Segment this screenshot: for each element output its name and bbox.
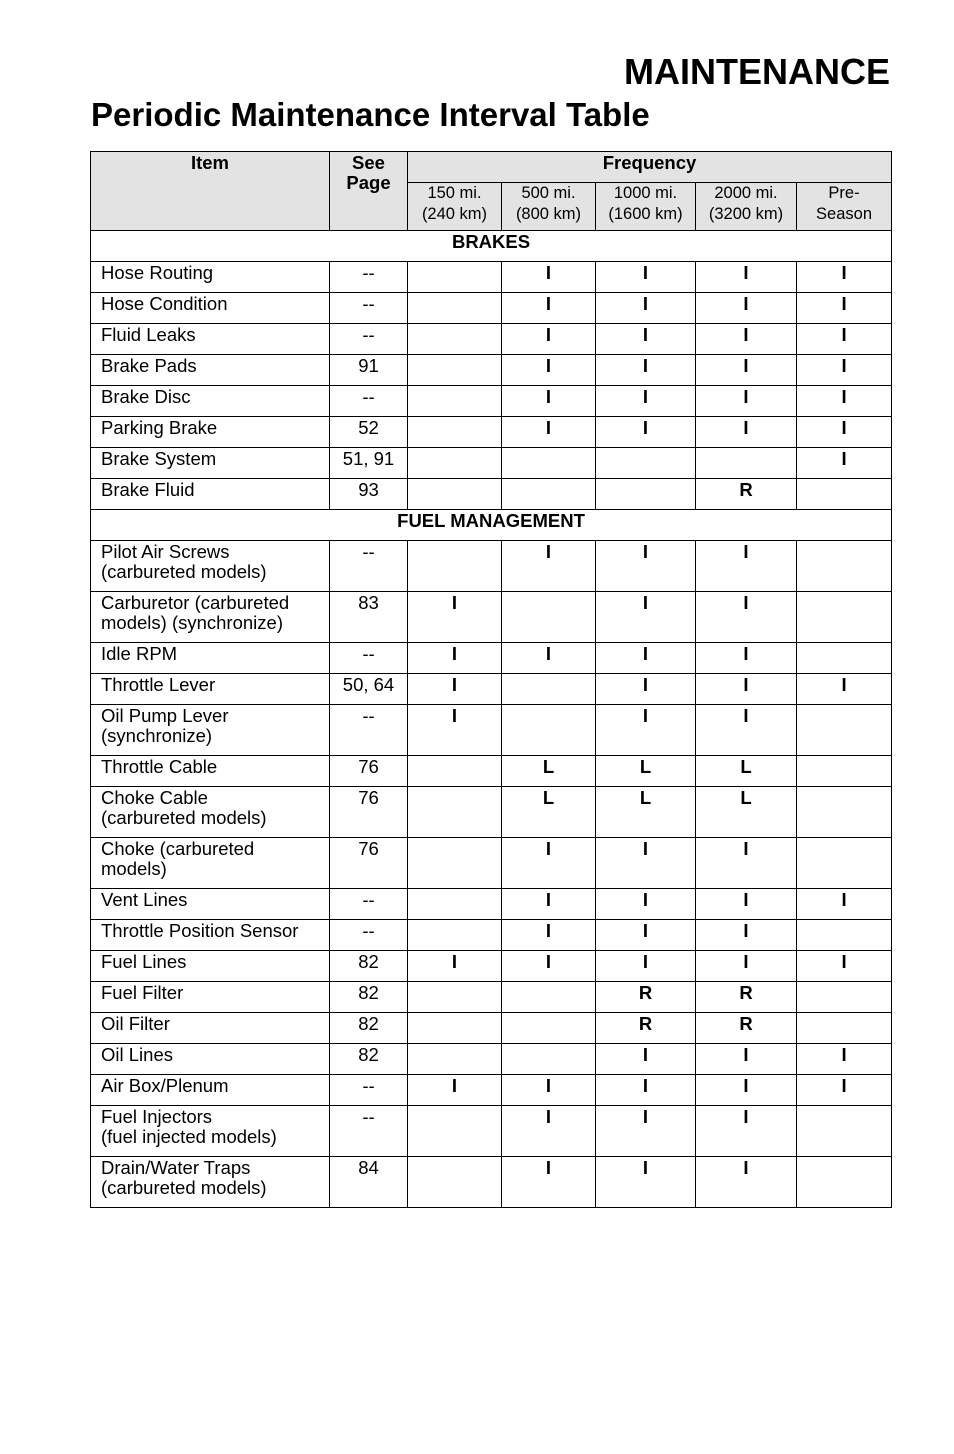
chapter-heading: MAINTENANCE — [624, 51, 890, 92]
interval-mark-cell: I — [596, 1157, 696, 1208]
interval-mark-cell: L — [502, 787, 596, 838]
interval-mark-cell — [408, 386, 502, 417]
page-cell: -- — [330, 1075, 408, 1106]
interval-mark-cell: I — [696, 1157, 797, 1208]
interval-mark-cell: I — [502, 293, 596, 324]
interval-header: 150 mi. (240 km) — [408, 183, 502, 231]
page-cell: 50, 64 — [330, 674, 408, 705]
item-cell: Oil Filter — [91, 1013, 330, 1044]
table-row — [91, 705, 892, 756]
interval-mark-cell: I — [797, 951, 892, 982]
interval-mark-cell: I — [596, 592, 696, 643]
interval-mark-cell — [502, 1013, 596, 1044]
page-cell: 83 — [330, 592, 408, 643]
interval-mark-cell — [797, 838, 892, 889]
page-cell: -- — [330, 1106, 408, 1157]
interval-mark-cell: R — [696, 982, 797, 1013]
interval-mark-cell: I — [408, 1075, 502, 1106]
table-row — [91, 592, 892, 643]
interval-mark-cell — [502, 479, 596, 510]
table-row — [91, 541, 892, 592]
interval-mark-cell: I — [502, 417, 596, 448]
table-body — [91, 231, 892, 1208]
interval-mark-cell — [408, 1157, 502, 1208]
interval-mark-cell: I — [408, 705, 502, 756]
interval-mark-cell: I — [596, 1044, 696, 1075]
interval-mark-cell — [502, 1044, 596, 1075]
interval-mark-cell — [408, 479, 502, 510]
table-row — [91, 643, 892, 674]
interval-mark-cell: I — [797, 1044, 892, 1075]
interval-mark-cell — [408, 262, 502, 293]
table-row — [91, 479, 892, 510]
item-cell: Fluid Leaks — [91, 324, 330, 355]
interval-mark-cell: I — [502, 1157, 596, 1208]
interval-mark-cell: I — [696, 1075, 797, 1106]
interval-mark-cell: I — [696, 262, 797, 293]
interval-mark-cell: L — [696, 787, 797, 838]
item-cell: Vent Lines — [91, 889, 330, 920]
table-row — [91, 951, 892, 982]
page-cell: 82 — [330, 982, 408, 1013]
interval-mark-cell — [408, 1106, 502, 1157]
interval-mark-cell — [408, 889, 502, 920]
item-cell: Hose Condition — [91, 293, 330, 324]
interval-mark-cell: I — [696, 293, 797, 324]
interval-mark-cell — [797, 756, 892, 787]
item-cell: Throttle Position Sensor — [91, 920, 330, 951]
interval-mark-cell: I — [797, 324, 892, 355]
table-row — [91, 889, 892, 920]
interval-mark-cell: I — [696, 1106, 797, 1157]
interval-mark-cell: I — [696, 920, 797, 951]
page-cell: -- — [330, 262, 408, 293]
interval-mark-cell — [408, 838, 502, 889]
interval-mark-cell — [596, 448, 696, 479]
table-row — [91, 1075, 892, 1106]
page-cell: 82 — [330, 1013, 408, 1044]
interval-mark-cell: I — [408, 951, 502, 982]
interval-mark-cell: I — [596, 324, 696, 355]
item-cell: Brake Pads — [91, 355, 330, 386]
interval-mark-cell — [408, 417, 502, 448]
interval-mark-cell — [408, 448, 502, 479]
table-row — [91, 293, 892, 324]
interval-mark-cell: I — [596, 262, 696, 293]
page-cell: -- — [330, 293, 408, 324]
interval-mark-cell: I — [596, 541, 696, 592]
table-row — [91, 417, 892, 448]
item-cell: Brake Fluid — [91, 479, 330, 510]
interval-mark-cell: I — [596, 417, 696, 448]
item-cell: Fuel Lines — [91, 951, 330, 982]
interval-mark-cell: I — [502, 1106, 596, 1157]
interval-mark-cell: I — [797, 889, 892, 920]
interval-mark-cell: I — [596, 838, 696, 889]
interval-header: 500 mi. (800 km) — [502, 183, 596, 231]
page-cell: -- — [330, 889, 408, 920]
interval-mark-cell: I — [696, 889, 797, 920]
item-cell: Throttle Lever — [91, 674, 330, 705]
table-row — [91, 1013, 892, 1044]
interval-mark-cell: I — [696, 1044, 797, 1075]
interval-mark-cell — [502, 982, 596, 1013]
interval-mark-cell: L — [696, 756, 797, 787]
interval-mark-cell: I — [797, 355, 892, 386]
interval-mark-cell: I — [696, 705, 797, 756]
interval-mark-cell — [408, 1013, 502, 1044]
interval-mark-cell: I — [696, 417, 797, 448]
interval-mark-cell: I — [408, 674, 502, 705]
table-row — [91, 1044, 892, 1075]
interval-mark-cell: R — [596, 1013, 696, 1044]
interval-mark-cell: I — [502, 541, 596, 592]
page-cell: 76 — [330, 838, 408, 889]
interval-mark-cell — [797, 479, 892, 510]
item-column-header: Item — [91, 152, 330, 231]
interval-mark-cell — [797, 982, 892, 1013]
page-cell: 84 — [330, 1157, 408, 1208]
item-cell: Carburetor (carbureted models) (synchronize) — [91, 592, 330, 643]
interval-mark-cell: I — [797, 674, 892, 705]
interval-mark-cell — [408, 1044, 502, 1075]
page-cell: 91 — [330, 355, 408, 386]
interval-mark-cell: I — [696, 674, 797, 705]
interval-mark-cell: I — [696, 386, 797, 417]
page-title: Periodic Maintenance Interval Table — [91, 96, 650, 133]
interval-mark-cell: I — [502, 889, 596, 920]
section-heading: FUEL MANAGEMENT — [91, 510, 892, 541]
item-cell: Choke (carbureted models) — [91, 838, 330, 889]
section-row — [91, 510, 892, 541]
interval-mark-cell — [797, 541, 892, 592]
table-row — [91, 386, 892, 417]
interval-mark-cell — [696, 448, 797, 479]
interval-mark-cell: I — [596, 386, 696, 417]
item-cell: Throttle Cable — [91, 756, 330, 787]
maintenance-interval-table — [90, 151, 892, 1208]
interval-mark-cell — [408, 293, 502, 324]
page-cell: 82 — [330, 951, 408, 982]
table-row — [91, 787, 892, 838]
page-cell: -- — [330, 705, 408, 756]
interval-mark-cell: I — [596, 1075, 696, 1106]
interval-mark-cell — [408, 787, 502, 838]
page-cell: -- — [330, 541, 408, 592]
item-cell: Fuel Injectors (fuel injected models) — [91, 1106, 330, 1157]
item-cell: Parking Brake — [91, 417, 330, 448]
interval-header: 2000 mi. (3200 km) — [696, 183, 797, 231]
interval-mark-cell: I — [696, 838, 797, 889]
interval-mark-cell: I — [696, 643, 797, 674]
interval-mark-cell: I — [502, 1075, 596, 1106]
item-cell: Pilot Air Screws (carbureted models) — [91, 541, 330, 592]
interval-mark-cell — [502, 674, 596, 705]
item-cell: Oil Pump Lever (synchronize) — [91, 705, 330, 756]
interval-mark-cell — [797, 592, 892, 643]
interval-mark-cell: I — [502, 262, 596, 293]
interval-mark-cell — [797, 1013, 892, 1044]
interval-mark-cell — [502, 705, 596, 756]
interval-mark-cell — [797, 787, 892, 838]
interval-mark-cell: R — [696, 479, 797, 510]
interval-header: Pre- Season — [797, 183, 892, 231]
interval-mark-cell — [408, 541, 502, 592]
interval-mark-cell: I — [502, 386, 596, 417]
item-cell: Drain/Water Traps (carbureted models) — [91, 1157, 330, 1208]
page-cell: 93 — [330, 479, 408, 510]
interval-mark-cell — [797, 1106, 892, 1157]
table-row — [91, 674, 892, 705]
table-row — [91, 1106, 892, 1157]
interval-mark-cell — [408, 324, 502, 355]
interval-mark-cell — [596, 479, 696, 510]
table-row — [91, 1157, 892, 1208]
interval-mark-cell: I — [797, 293, 892, 324]
interval-mark-cell: I — [797, 417, 892, 448]
interval-mark-cell: I — [502, 951, 596, 982]
interval-mark-cell: I — [596, 674, 696, 705]
interval-mark-cell: I — [502, 355, 596, 386]
page-cell: 52 — [330, 417, 408, 448]
interval-mark-cell: I — [502, 920, 596, 951]
interval-mark-cell: I — [696, 951, 797, 982]
interval-mark-cell: I — [696, 324, 797, 355]
frequency-column-header: Frequency — [408, 152, 892, 183]
page-cell: 82 — [330, 1044, 408, 1075]
item-cell: Air Box/Plenum — [91, 1075, 330, 1106]
interval-mark-cell: I — [502, 643, 596, 674]
interval-mark-cell: R — [696, 1013, 797, 1044]
interval-mark-cell: I — [596, 920, 696, 951]
interval-mark-cell: I — [596, 643, 696, 674]
page-cell: -- — [330, 643, 408, 674]
item-cell: Choke Cable (carbureted models) — [91, 787, 330, 838]
item-cell: Idle RPM — [91, 643, 330, 674]
interval-mark-cell — [502, 448, 596, 479]
interval-mark-cell — [408, 920, 502, 951]
page-cell: 51, 91 — [330, 448, 408, 479]
table-row — [91, 756, 892, 787]
interval-mark-cell — [408, 756, 502, 787]
interval-mark-cell: I — [797, 448, 892, 479]
page-cell: -- — [330, 920, 408, 951]
interval-mark-cell: I — [502, 838, 596, 889]
item-cell: Brake Disc — [91, 386, 330, 417]
interval-mark-cell: I — [408, 643, 502, 674]
interval-mark-cell: I — [797, 1075, 892, 1106]
interval-mark-cell: I — [596, 293, 696, 324]
interval-mark-cell — [502, 592, 596, 643]
interval-mark-cell: I — [696, 592, 797, 643]
see-page-column-header: See Page — [330, 152, 408, 231]
table-row — [91, 448, 892, 479]
table-row — [91, 262, 892, 293]
table-row — [91, 982, 892, 1013]
interval-mark-cell — [797, 705, 892, 756]
interval-mark-cell: R — [596, 982, 696, 1013]
section-row — [91, 231, 892, 262]
page-cell: 76 — [330, 787, 408, 838]
interval-mark-cell: I — [596, 705, 696, 756]
table-row — [91, 838, 892, 889]
interval-mark-cell: I — [696, 541, 797, 592]
interval-mark-cell: I — [596, 889, 696, 920]
interval-mark-cell: I — [596, 951, 696, 982]
interval-mark-cell: I — [797, 262, 892, 293]
page-cell: -- — [330, 386, 408, 417]
section-heading: BRAKES — [91, 231, 892, 262]
interval-mark-cell: L — [596, 787, 696, 838]
interval-mark-cell: I — [596, 1106, 696, 1157]
page-cell: 76 — [330, 756, 408, 787]
page-cell: -- — [330, 324, 408, 355]
item-cell: Oil Lines — [91, 1044, 330, 1075]
item-cell: Brake System — [91, 448, 330, 479]
item-cell: Hose Routing — [91, 262, 330, 293]
interval-mark-cell: L — [596, 756, 696, 787]
interval-mark-cell: I — [696, 355, 797, 386]
interval-mark-cell: I — [502, 324, 596, 355]
interval-mark-cell: I — [408, 592, 502, 643]
interval-mark-cell — [408, 982, 502, 1013]
item-cell: Fuel Filter — [91, 982, 330, 1013]
table-row — [91, 920, 892, 951]
interval-mark-cell — [797, 920, 892, 951]
interval-mark-cell: I — [797, 386, 892, 417]
interval-mark-cell — [797, 643, 892, 674]
table-row — [91, 355, 892, 386]
interval-header: 1000 mi. (1600 km) — [596, 183, 696, 231]
interval-mark-cell — [408, 355, 502, 386]
interval-mark-cell — [797, 1157, 892, 1208]
interval-mark-cell: I — [596, 355, 696, 386]
interval-mark-cell: L — [502, 756, 596, 787]
table-row — [91, 324, 892, 355]
